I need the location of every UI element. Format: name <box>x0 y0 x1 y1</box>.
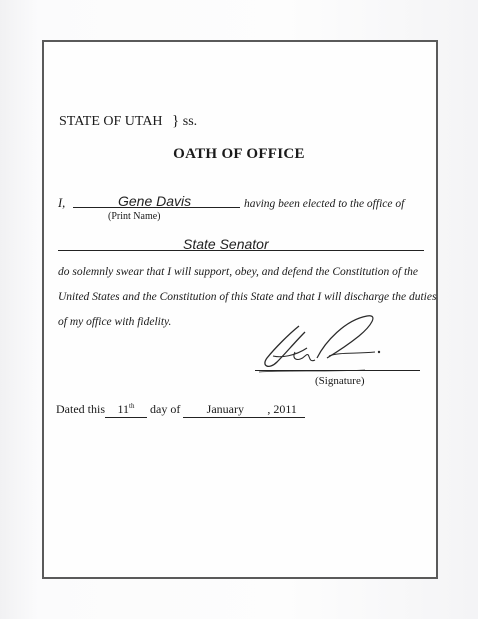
oath-line-3: of my office with fidelity. <box>58 316 172 328</box>
print-name-value: Gene Davis <box>118 193 192 209</box>
day-suffix: th <box>129 402 135 410</box>
dated-line <box>56 402 305 418</box>
year-field <box>267 402 305 418</box>
state-label: STATE OF UTAH <box>59 114 163 129</box>
dated-prefix: Dated this <box>56 402 105 416</box>
day-of-label: day of <box>150 402 181 416</box>
signature-line <box>255 370 420 371</box>
state-heading <box>59 113 197 130</box>
brace: } <box>172 113 180 129</box>
oath-line-1: do solemnly swear that I will support, obey, and defend the Constitution of the <box>58 266 418 278</box>
i-label: I, <box>58 196 66 210</box>
month-field <box>183 402 267 418</box>
year-value: , 2011 <box>267 402 297 416</box>
elected-text: having been elected to the office of <box>244 198 405 210</box>
ss-label: ss. <box>182 114 198 129</box>
print-name-caption: (Print Name) <box>108 211 161 222</box>
office-value: State Senator <box>183 236 269 252</box>
oath-line-2: United States and the Constitution of this State and that I will discharge the duties <box>58 291 437 303</box>
page-title: OATH OF OFFICE <box>173 146 305 162</box>
day-field <box>105 402 147 418</box>
month-value: January <box>206 402 244 416</box>
handwritten-signature <box>255 312 385 384</box>
day-value: 11 <box>117 402 130 416</box>
signature-caption: (Signature) <box>315 375 365 387</box>
